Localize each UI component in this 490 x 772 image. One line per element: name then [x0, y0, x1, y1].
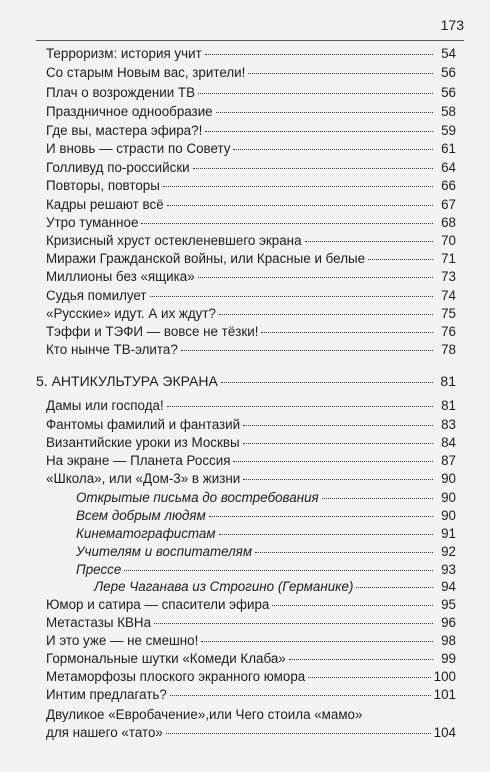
dot-leader: [205, 54, 433, 55]
toc-entry-title: Миражи Гражданской войны, или Красные и белые: [46, 251, 366, 266]
toc-entry-page: 54: [441, 46, 456, 61]
toc-entry-title: Со старым Новым вас, зрители!: [46, 65, 246, 80]
toc-subentry-title: Открытые письма до востребования: [76, 490, 319, 505]
toc-entry-page: 99: [441, 651, 456, 666]
toc-entry-page: 58: [441, 104, 456, 119]
dot-leader: [181, 350, 433, 351]
toc-entry-page: 90: [441, 490, 456, 505]
toc-entry-title: Утро туманное: [46, 215, 139, 230]
toc-subentry-title: Всем добрым людям: [76, 508, 206, 523]
toc-entry: [46, 596, 456, 614]
toc-entry: [46, 452, 456, 470]
toc-entry: [46, 84, 456, 102]
dot-leader: [322, 498, 433, 499]
toc-entry: [46, 287, 456, 305]
toc-entry-title: Юмор и сатира — спасители эфира: [46, 597, 270, 612]
toc-entry-page: 87: [441, 453, 456, 468]
dot-leader: [305, 241, 433, 242]
toc-entry-title: Плач о возрождении ТВ: [46, 85, 196, 100]
toc-entry-page: 90: [441, 471, 456, 486]
toc-entry: [46, 64, 456, 82]
toc-entry: [46, 416, 456, 434]
dot-leader: [243, 479, 433, 480]
toc-subentry-title: Прессе: [76, 562, 122, 577]
toc-entry: [46, 686, 456, 704]
dot-leader: [166, 733, 431, 734]
toc-subentry: [76, 561, 456, 579]
toc-chapter-heading: [36, 372, 456, 390]
dot-leader: [243, 443, 433, 444]
toc-entry: [46, 397, 456, 415]
dot-leader: [141, 223, 433, 224]
toc-entry-page: 66: [441, 178, 456, 193]
dot-leader: [255, 552, 433, 553]
toc-entry-title: Двуликое «Евробачение»,или Чего стоила «мамо»: [46, 707, 363, 722]
toc-entry-title: Где вы, мастера эфира?!: [46, 123, 203, 138]
toc-entry-title: Тэффи и ТЭФИ — вовсе не тёзки!: [46, 324, 259, 339]
toc-subentry-title: Кинематографистам: [76, 526, 216, 541]
toc-entry-page: 81: [441, 398, 456, 413]
dot-leader: [124, 570, 433, 571]
toc-entry-title: Повторы, повторы: [46, 178, 160, 193]
toc-entry-title: Метастазы КВНа: [46, 615, 152, 630]
toc-entry: [46, 196, 456, 214]
toc-entry-page: 90: [441, 508, 456, 523]
toc-subentry-title: Учителям и воспитателям: [76, 544, 253, 559]
toc-entry-page: 83: [441, 417, 456, 432]
toc-entry-title: На экране — Планета Россия: [46, 453, 231, 468]
toc-subentry: [76, 489, 456, 507]
toc-entry-title: Интим предлагать?: [46, 687, 167, 702]
toc-entry: [46, 668, 456, 686]
toc-entry-title: Фантомы фамилий и фантазий: [46, 417, 241, 432]
dot-leader: [170, 695, 431, 696]
dot-leader: [198, 277, 433, 278]
toc-entry: [46, 177, 456, 195]
top-rule: [36, 40, 464, 41]
dot-leader: [198, 93, 433, 94]
dot-leader: [272, 605, 433, 606]
toc-entry-title: Судья помилует: [46, 288, 147, 303]
toc-entry: [46, 140, 456, 158]
dot-leader: [233, 149, 433, 150]
toc-entry-page: 78: [441, 342, 456, 357]
toc-entry-page: 59: [441, 123, 456, 138]
toc-entry: [46, 650, 456, 668]
toc-entry: [46, 305, 456, 323]
toc-entry-title: Миллионы без «ящика»: [46, 269, 195, 284]
toc-entry: [46, 614, 456, 632]
dot-leader: [201, 641, 433, 642]
toc-entry-page: 73: [441, 269, 456, 284]
dot-leader: [209, 516, 433, 517]
toc-entry-title: Кадры решают всё: [46, 197, 164, 212]
toc-entry-page: 74: [441, 288, 456, 303]
dot-leader: [261, 332, 433, 333]
toc-entry-page: 104: [433, 725, 456, 740]
toc-entry-page: 81: [440, 373, 456, 389]
toc-entry-page: 68: [441, 215, 456, 230]
toc-entry-title: Кто нынче ТВ-элита?: [46, 342, 178, 357]
toc-entry-page: 67: [441, 197, 456, 212]
toc-subentry: [76, 525, 456, 543]
toc-entry-page: 95: [441, 597, 456, 612]
toc-entry-title: «Русские» идут. А их ждут?: [46, 306, 216, 321]
toc-entry-page: 71: [441, 251, 456, 266]
dot-leader: [167, 205, 433, 206]
dot-leader: [308, 677, 430, 678]
toc-entry: [46, 45, 456, 63]
dot-leader: [163, 186, 433, 187]
toc-entry: [46, 470, 456, 488]
toc-entry-page: 64: [441, 160, 456, 175]
toc-entry-line2: [46, 724, 456, 742]
toc-entry: [46, 214, 456, 232]
toc-entry-title-continued: для нашего «тато»: [46, 725, 163, 740]
chapter-title: 5. АНТИКУЛЬТУРА ЭКРАНА: [36, 373, 218, 389]
toc-subentry: [94, 578, 456, 596]
toc-entry: [46, 232, 456, 250]
toc-entry-title: Праздничное однообразие: [46, 104, 213, 119]
dot-leader: [289, 659, 433, 660]
dot-leader: [248, 73, 433, 74]
toc-entry: [46, 323, 456, 341]
toc-entry-title: И это уже — не смешно!: [46, 633, 199, 648]
toc-entry-page: 98: [441, 633, 456, 648]
toc-entry-title: Голливуд по-российски: [46, 160, 190, 175]
toc-entry-title: Терроризм: история учит: [46, 46, 202, 61]
toc-entry-page: 56: [441, 65, 456, 80]
dot-leader: [150, 296, 433, 297]
toc-entry-title: Дамы или господа!: [46, 398, 164, 413]
toc-entry-page: 84: [441, 435, 456, 450]
page-number: 173: [440, 17, 464, 33]
dot-leader: [243, 425, 433, 426]
toc-entry-page: 92: [441, 544, 456, 559]
dot-leader: [356, 587, 433, 588]
toc-entry-page: 61: [441, 141, 456, 156]
toc-entry-page: 101: [433, 687, 456, 702]
toc-entry-page: 76: [441, 324, 456, 339]
toc-entry-title: «Школа», или «Дом-3» в жизни: [46, 471, 241, 486]
toc-subentry-title: Лере Чаганава из Строгино (Германике): [94, 579, 354, 594]
toc-entry-title: И вновь — страсти по Совету: [46, 141, 231, 156]
toc-entry-title: Гормональные шутки «Комеди Клаба»: [46, 651, 286, 666]
dot-leader: [205, 131, 433, 132]
toc-entry: [46, 103, 456, 121]
toc-entry: [46, 434, 456, 452]
toc-entry-title: Кризисный хруст остекленевшего экрана: [46, 233, 302, 248]
toc-entry-page: 56: [441, 85, 456, 100]
toc-entry-page: 100: [433, 669, 456, 684]
toc-entry: [46, 268, 456, 286]
toc-entry: [46, 250, 456, 268]
toc-entry: [46, 632, 456, 650]
toc-entry: [46, 159, 456, 177]
dot-leader: [193, 168, 433, 169]
toc-entry-page: 75: [441, 306, 456, 321]
toc-entry-page: 93: [441, 562, 456, 577]
toc-entry: [46, 341, 456, 359]
toc-entry-page: 91: [441, 526, 456, 541]
dot-leader: [233, 461, 433, 462]
dot-leader: [368, 259, 433, 260]
toc-subentry: [76, 507, 456, 525]
dot-leader: [219, 314, 433, 315]
toc-entry-page: 94: [441, 579, 456, 594]
toc-entry-line1: [46, 706, 456, 724]
toc-entry-title: Метаморфозы плоского экранного юмора: [46, 669, 306, 684]
toc-entry: [46, 122, 456, 140]
toc-entry-page: 70: [441, 233, 456, 248]
dot-leader: [216, 112, 433, 113]
dot-leader: [154, 623, 433, 624]
toc-subentry: [76, 543, 456, 561]
dot-leader: [167, 406, 433, 407]
dot-leader: [219, 534, 433, 535]
toc-entry-page: 96: [441, 615, 456, 630]
dot-leader: [221, 382, 433, 383]
toc-entry-title: Византийские уроки из Москвы: [46, 435, 240, 450]
